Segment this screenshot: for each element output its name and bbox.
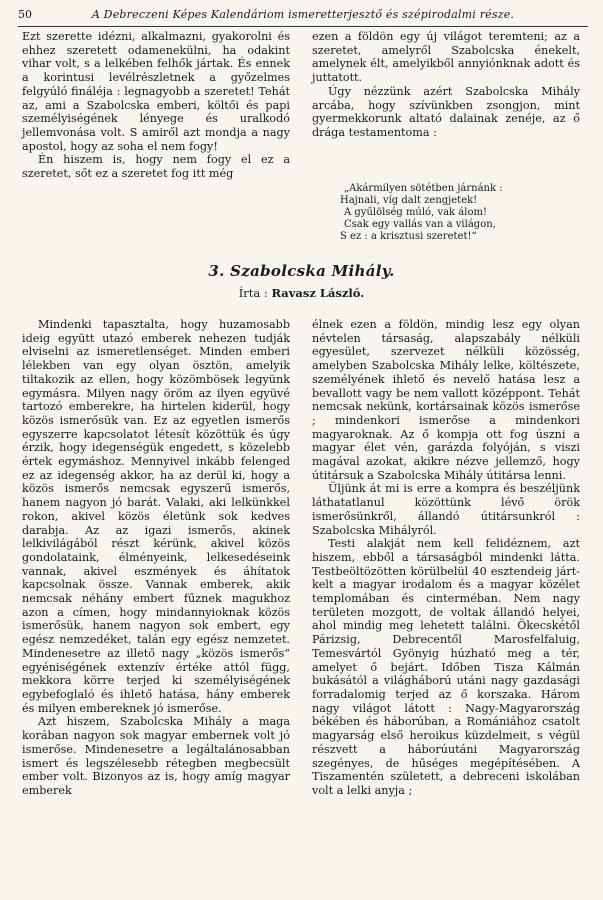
paragraph: élnek ezen a földön, mindig lesz egy olyan névtelen társaság, alapszabály nélküli egyesület, szervezet nélküli közösség, amelyben Szabolcska Mihály lelke, költészete, személyének ihlető és nevelő hatása lesz a bevallott vagy be nem vallott középpont. Tehát nemcsak nekünk, kortársainak közös ismerőse ; mindenkori ismerőse a mindenkori magyaroknak. Az ő kompja ott fog úszni a magyar élet vén, garázda folyóján, s viszi magával azokat, akikre nézve jellemző, hogy útitársuk a Szabolcska Mihály útitársa lenni. <box>312 318 580 482</box>
top-left-column <box>22 30 290 181</box>
section-title: 3. Szabolcska Mihály. <box>208 262 395 280</box>
paragraph: Ezt szerette idézni, alkalmazni, gyakorolni és ehhez szeretett odamenekülni, ha odakint vihar volt, s a lelkében felhők jártak. És ennek a korintusi levélrészletnek a győzelmes felgyúló fináléja : legnagyobb a szeretet! Tehát az, ami a Szabolcska emberi, költői és papi személyiségének lényege és uralkodó jellemvonása volt. S amiről azt mondja a nagy apostol, hogy az soha el nem fogy! <box>22 30 290 153</box>
poem-line: „Akármilyen sötétben járnánk : <box>344 183 503 194</box>
paragraph: Én hiszem is, hogy nem fogy el ez a szeretet, sőt ez a szeretet fog itt még <box>22 153 290 181</box>
bottom-right-column <box>312 318 580 798</box>
poem-line: S ez : a krisztusi szeretet!“ <box>340 231 477 242</box>
paragraph: Úgy nézzünk azért Szabolcska Mihály arcába, hogy szívünkben zsongjon, mint gyermekkorunk altató dalainak zenéje, az ő drága testamentoma : <box>312 84 580 139</box>
poem-line: Hajnali, víg dalt zengjetek! <box>340 195 478 206</box>
author-prefix: Írta : <box>238 286 268 300</box>
poem-line: Csak egy vallás van a világon, <box>344 219 496 230</box>
paragraph: Mindenki tapasztalta, hogy huzamosabb ideig együtt utazó emberek nehezen tudják elviselni az ismeretlenséget. Minden emberi lélekben van egy olyan ösztön, amelyik tiltakozik az ellen, hogy közömbösek legyünk egymásra. Milyen nagy öröm az ilyen együvé tartozó emberekre, ha hirtelen kiderül, hogy közös ismerősük van. Ez az egyetlen ismerős egyszerre kapcsolatot létesít közöttük és úgy érzik, hogy idegenségük engedett, s közelebb értek egymáshoz. Mennyivel inkább felenged ez az idegenség akkor, ha az derül ki, hogy a közös ismerős nemcsak egyszerű ismerős, hanem nagyon jó barát. Valaki, aki lelkünkkel rokon, akivel közös életünk sok kedves darabja. Az az igazi ismerős, akinek lelkivilágából részt kérünk, akivel közös gondolataink, élményeink, lelkesedéseink vannak, akivel eszmények és áhítatok kapcsolnak össze. Vannak emberek, akik nemcsak néhány embert fűznek magukhoz azon a címen, hogy mindannyioknak közös ismerősük, hanem nagyon sok embert, egy egész nemzedéket, talán egy egész nemzetet. Mindenesetre az illető nagy „közös ismerős“ egyéniségének extenzív értéke attól függ, mekkora körre terjed ki személyiségének egybefoglaló és ihlető hatása, hány emberek és milyen embereknek jó ismerőse. <box>22 318 290 715</box>
running-header <box>18 4 588 27</box>
paragraph: ezen a földön egy új világot teremteni; az a szeretet, amelyről Szabolcska énekelt, amelynek élt, amelyikből annyiónknak adott és juttatott. <box>312 30 580 85</box>
paragraph: Testi alakját nem kell felidéznem, azt hiszem, ebből a társaságból mindenki látta. Testbeöltözötten körülbelül 40 esztendeig járt-kelt a magyar irodalom és a magyar közélet templomában és cinterméban. Nem nagy területen mozgott, de voltak állandó helyei, ahol mindig meg lehetett találni. Ökecskétől Párizsig, Debrecentől Marosfelfaluig, Temesvártól Gyönyig húzható meg a tér, amelyet ő bejárt. Időben Tisza Kálmán bukásától a világháború utáni nagy gazdasági forradalomig terjed az ő korszaka. Három nagy világot látott : Nagy-Magyarország békében és háborúban, a Romániához csatolt magyarság első heroikus küzdelmeit, s végül részvett a háborúutáni Magyarország szegényes, de hűséges megépítésében. A Tiszamentén született, a debreceni iskolában volt a lelki anyja ; <box>312 537 580 797</box>
poem-line: A gyűlölség múló, vak álom! <box>344 207 487 218</box>
running-title: A Debreczeni Képes Kalendáriom ismeretterjesztő és szépirodalmi része. <box>91 8 515 21</box>
top-right-column <box>312 30 580 140</box>
page-number: 50 <box>18 8 32 21</box>
bottom-left-column <box>22 318 290 798</box>
author-line <box>0 286 603 300</box>
poem-quote <box>330 183 580 243</box>
author-name: Ravasz László. <box>271 286 365 300</box>
paragraph: Azt hiszem, Szabolcska Mihály a maga korában nagyon sok magyar embernek volt jó ismerőse. Mindenesetre a legáltalánosabban ismert és legszélesebb rétegben megbecsült ember volt. Bizonyos az is, hogy amíg magyar emberek <box>22 715 290 797</box>
paragraph: Üljünk át mi is erre a kompra és beszéljünk láthatatlanul közöttünk lévő örök ismerősünkről, állandó útitársunkról : Szabolcska Mihályról. <box>312 482 580 537</box>
